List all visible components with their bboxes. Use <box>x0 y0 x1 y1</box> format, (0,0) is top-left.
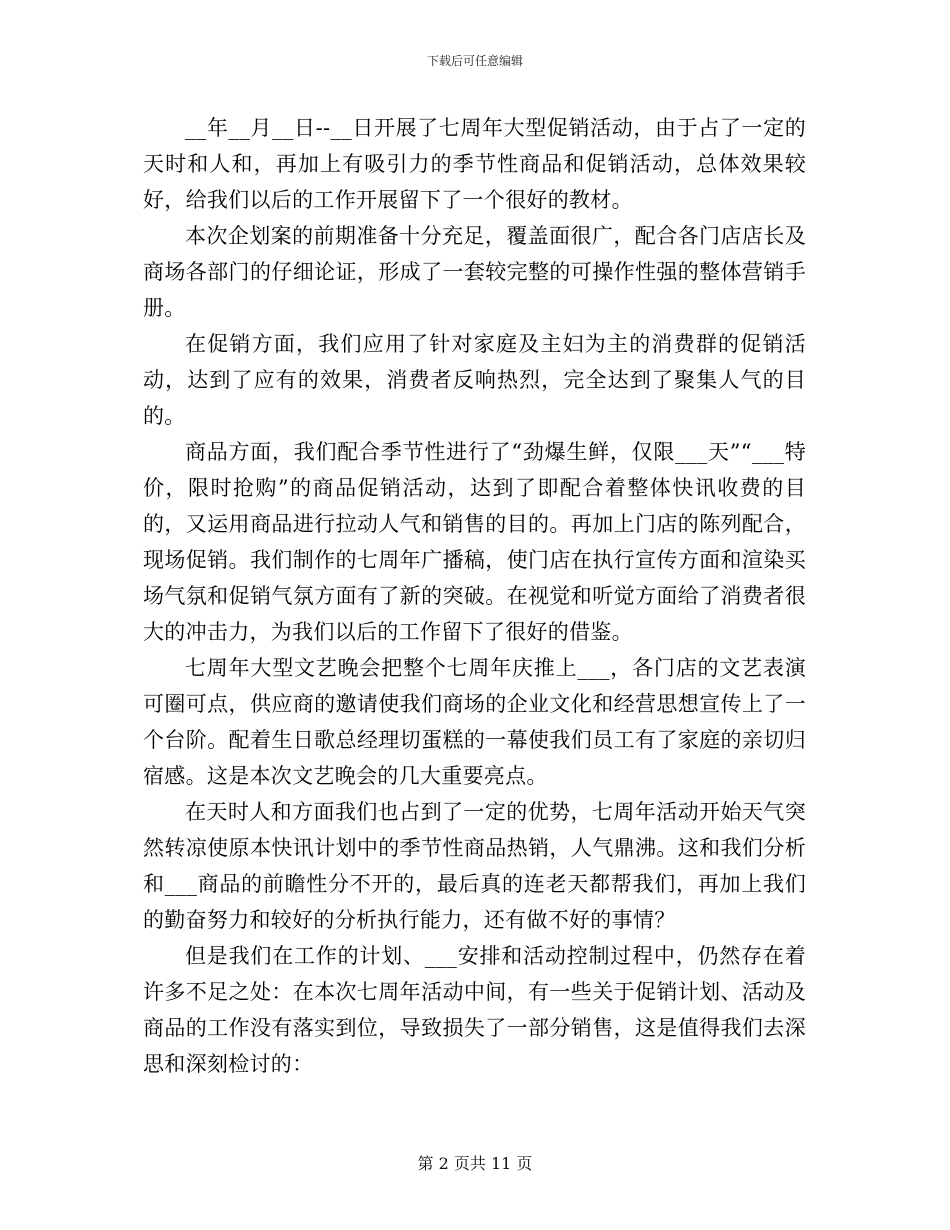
paragraph-2: 本次企划案的前期准备十分充足，覆盖面很广，配合各门店店长及商场各部门的仔细论证，形成了一套较完整的可操作性强的整体营销手册。 <box>143 224 806 320</box>
paragraph-4: 商品方面，我们配合季节性进行了“劲爆生鲜，仅限___天”“___特价，限时抢购”的商品促销活动，达到了即配合着整体快讯收费的目的，又运用商品进行拉动人气和销售的目的。再加上门店的陈列配合，现场促销。我们制作的七周年广播稿，使门店在执行宣传方面和渲染买场气氛和促销气氛方面有了新的突破。在视觉和听觉方面给了消费者很大的冲击力，为我们以后的工作留下了很好的借鉴。 <box>143 440 806 644</box>
paragraph-7: 但是我们在工作的计划、___安排和活动控制过程中，仍然存在着许多不足之处：在本次七周年活动中间，有一些关于促销计划、活动及商品的工作没有落实到位，导致损失了一部分销售，这是值得我们去深思和深刻检讨的： <box>143 944 806 1076</box>
paragraph-1: __年__月__日--__日开展了七周年大型促销活动，由于占了一定的天时和人和，再加上有吸引力的季节性商品和促销活动，总体效果较好，给我们以后的工作开展留下了一个很好的教材。 <box>143 116 806 212</box>
document-body <box>143 110 806 1082</box>
paragraph-3: 在促销方面，我们应用了针对家庭及主妇为主的消费群的促销活动，达到了应有的效果，消费者反响热烈，完全达到了聚集人气的目的。 <box>143 332 806 428</box>
paragraph-6: 在天时人和方面我们也占到了一定的优势，七周年活动开始天气突然转凉使原本快讯计划中的季节性商品热销，人气鼎沸。这和我们分析和___商品的前瞻性分不开的，最后真的连老天都帮我们，再加上我们的勤奋努力和较好的分析执行能力，还有做不好的事情？ <box>143 800 806 932</box>
page-footer: 第 2 页共 11 页 <box>417 1154 533 1173</box>
page-header: 下载后可任意编辑 <box>426 54 523 68</box>
paragraph-5: 七周年大型文艺晚会把整个七周年庆推上___，各门店的文艺表演可圈可点，供应商的邀请使我们商场的企业文化和经营思想宣传上了一个台阶。配着生日歌总经理切蛋糕的一幕使我们员工有了家庭的亲切归宿感。这是本次文艺晚会的几大重要亮点。 <box>143 656 806 788</box>
